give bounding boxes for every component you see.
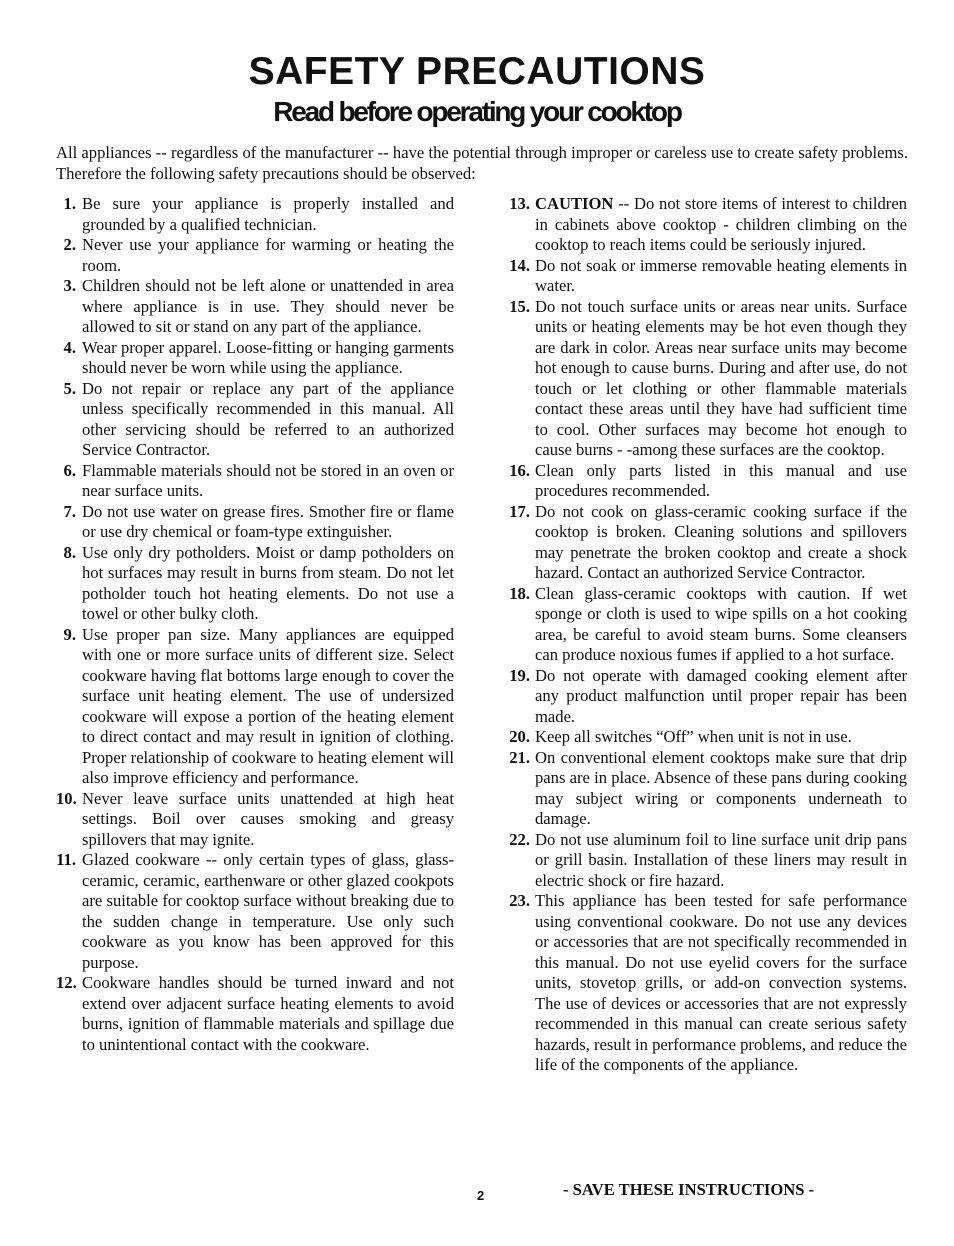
precaution-text: On conventional element cooktops make sure that drip pans are in place. Absence of these pans during cooking may subject wiring or components underneath to damage.: [535, 747, 907, 828]
precaution-item: [56, 235, 454, 276]
precaution-item: [507, 584, 907, 666]
precaution-item: [56, 543, 454, 625]
precaution-text: Clean glass-ceramic cooktops with caution. If wet sponge or cloth is used to wipe spills on a hot cooking area, be careful to avoid steam burns. Some cleansers can produce noxious fumes if applied to a hot surface.: [535, 583, 907, 664]
precaution-number: 17.: [509, 501, 530, 521]
precaution-text: Glazed cookware -- only certain types of glass, glass-ceramic, ceramic, earthenware or other glazed cookpots are suitable for cooktop surface without breaking due to the sudden change in temperature. Use only such cookware as you know has been approved for this purpose.: [82, 850, 454, 972]
precaution-number: 7.: [63, 501, 76, 521]
precaution-text: Flammable materials should not be stored in an oven or near surface units.: [82, 460, 454, 500]
save-instructions-note: - SAVE THESE INSTRUCTIONS -: [563, 1180, 815, 1199]
precaution-number: 11.: [56, 850, 76, 869]
page-title: SAFETY PRECAUTIONS: [248, 50, 706, 93]
caution-text: -- Do not store items of interest to children in cabinets above cooktop - children climbing on the cooktop to reach items could be seriously injured.: [535, 194, 907, 254]
precaution-number: 12.: [56, 973, 77, 992]
precaution-item: [507, 891, 907, 1076]
precaution-item: [507, 256, 907, 297]
precaution-item: [507, 502, 907, 584]
precaution-text: Do not use water on grease fires. Smother fire or flame or use dry chemical or foam-type extinguisher.: [82, 501, 454, 541]
precaution-text: Keep all switches “Off” when unit is not in use.: [535, 727, 852, 746]
precaution-text: Do not use aluminum foil to line surface unit drip pans or grill basin. Installation of these liners may result in electric shock or fire hazard.: [535, 829, 907, 890]
precaution-text: Do not touch surface units or areas near units. Surface units or heating elements may be hot even though they are dark in color. Areas near surface units may become hot enough to cause burns. During and after use, do not touch or let clothing or other flammable materials contact these areas until they have had sufficient time to cool. Other surfaces may become hot enough to cause burns - -among these surfaces are the cooktop.: [535, 296, 907, 459]
precaution-item: [507, 461, 907, 502]
precaution-item: [507, 830, 907, 892]
precaution-text: Do not repair or replace any part of the appliance unless specifically recommended in this manual. All other servicing should be referred to an authorized Service Contractor.: [82, 378, 454, 459]
precaution-number: 20.: [509, 727, 530, 746]
precaution-text: This appliance has been tested for safe performance using conventional cookware. Do not use any devices or accessories that are not specifically recommended in this manual. Do not use eyelid covers for the surface units, stovetop grills, or add-on convection systems. The use of devices or accessories that are not expressly recommended in this manual can create serious safety hazards, result in performance problems, and reduce the life of the components of the appliance.: [535, 891, 907, 1074]
precaution-item: [56, 850, 454, 973]
precaution-item: [507, 666, 907, 728]
precaution-item: [507, 194, 907, 256]
precaution-number: 14.: [509, 255, 530, 275]
precaution-number: 10.: [56, 788, 77, 808]
precaution-text: Wear proper apparel. Loose-fitting or hanging garments should never be worn while using the appliance.: [82, 337, 454, 377]
intro-paragraph: All appliances -- regardless of the manufacturer -- have the potential through improper or careless use to create safety problems. Therefore the following safety precautions should be observed:: [56, 143, 908, 183]
precaution-number: 15.: [509, 296, 530, 316]
precaution-number: 6.: [63, 460, 76, 480]
precaution-number: 23.: [509, 891, 530, 910]
precaution-number: 5.: [63, 378, 76, 398]
precaution-item: [56, 502, 454, 543]
precaution-text: Never use your appliance for warming or heating the room.: [82, 235, 454, 275]
precaution-item: [56, 379, 454, 461]
precaution-number: 22.: [509, 829, 530, 849]
precaution-number: 3.: [63, 276, 76, 295]
caution-label: CAUTION: [535, 194, 614, 213]
precaution-item: [56, 276, 454, 338]
precaution-text: Use only dry potholders. Moist or damp potholders on hot surfaces may result in burns from steam. Do not let potholder touch hot heating elements. Do not use a towel or other bulky cloth.: [82, 542, 454, 623]
precaution-number: 4.: [63, 337, 76, 357]
precaution-number: 13.: [509, 194, 530, 213]
precaution-number: 21.: [509, 747, 530, 767]
precaution-item: [507, 727, 907, 748]
precaution-number: 18.: [509, 583, 530, 603]
precaution-text: Be sure your appliance is properly installed and grounded by a qualified technician.: [82, 194, 454, 234]
precaution-text: [535, 194, 907, 256]
precaution-text: Do not soak or immerse removable heating elements in water.: [535, 255, 907, 295]
precaution-text: Never leave surface units unattended at high heat settings. Boil over causes smoking and greasy spillovers that may ignite.: [82, 788, 454, 849]
precaution-item: [507, 748, 907, 830]
precaution-text: Cookware handles should be turned inward and not extend over adjacent surface heating elements to avoid burns, ignition of flammable materials and spillage due to unintentional contact with the cookware.: [82, 973, 454, 1054]
precaution-item: [56, 973, 454, 1055]
precaution-item: [56, 338, 454, 379]
precaution-text: Clean only parts listed in this manual and use procedures recommended.: [535, 460, 907, 500]
precaution-text: Children should not be left alone or unattended in area where appliance is in use. They should never be allowed to sit or stand on any part of the appliance.: [82, 276, 454, 336]
precaution-item: [56, 625, 454, 789]
precaution-item: [507, 297, 907, 461]
precaution-item: [56, 789, 454, 851]
precaution-item: [56, 194, 454, 235]
page-subtitle: Read before operating your cooktop: [273, 96, 681, 127]
precaution-text: Use proper pan size. Many appliances are equipped with one or more surface units of different size. Select cookware having flat bottoms large enough to cover the surface unit heating element. The use of undersized cookware will expose a portion of the heating element to direct contact and may result in ignition of clothing. Proper relationship of cookware to heating element will also improve efficiency and performance.: [82, 624, 454, 787]
precaution-number: 9.: [63, 624, 76, 644]
precaution-number: 19.: [509, 665, 530, 685]
right-column-list: [507, 194, 907, 1076]
precaution-number: 1.: [63, 194, 76, 213]
precaution-number: 2.: [63, 235, 76, 254]
precaution-number: 16.: [509, 460, 530, 480]
precaution-text: Do not cook on glass-ceramic cooking surface if the cooktop is broken. Cleaning solutions and spillovers may penetrate the broken cooktop and create a shock hazard. Contact an authorized Service Contractor.: [535, 501, 907, 582]
precaution-item: [56, 461, 454, 502]
left-column-list: [56, 194, 454, 1055]
page-number: 2: [477, 1188, 485, 1203]
precaution-text: Do not operate with damaged cooking element after any product malfunction until proper repair has been made.: [535, 665, 907, 726]
precaution-number: 8.: [63, 542, 76, 562]
